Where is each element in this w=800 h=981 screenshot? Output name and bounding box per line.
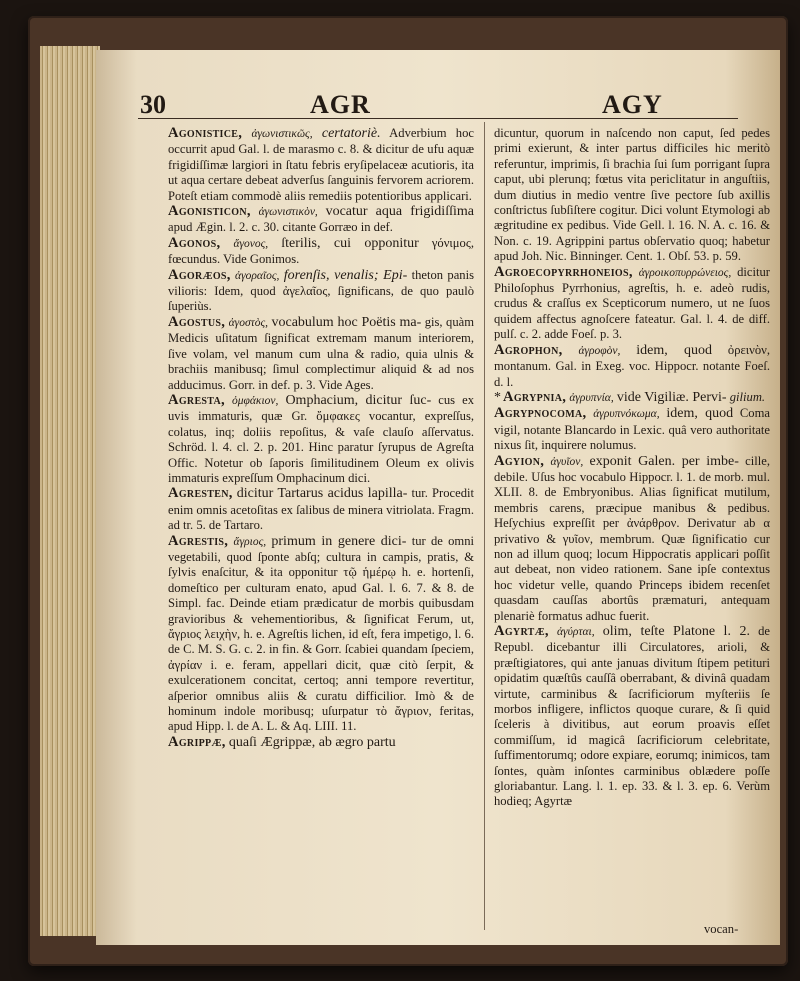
entry-headword: Agostus,: [168, 313, 226, 330]
entry: [168, 236, 474, 268]
entry-text: Adverbium hoc occurrit apud Gal. l. de marasmo c. 8. & dicitur de ufu aquæ frigidiſſimæ largiori in ſtatu febris eryſipelaceæ acutioris, ita ut aqua certare debeat adverſus ſanguinis fervorem acriorem. Poteſt etiam commodè aliis remediis potentioribus applicari.: [168, 126, 474, 203]
entry-text: dicuntur, quorum in naſcendo non caput, ſed pedes primi exierunt, & inter partus difficiles hic meritò referuntur, imprimis, ſi brachia ſui ſum porrigant ſupra caput, ubi plerunq; fœtus vita periclitatur in anguſtiis, dum diutius in medio ventre ſive pectore ſub axillis conſtrictus ſubſiſtere cogitur. Dici volunt Etymologi ab ægritudine ex pedibus. Vide Gell. l. 16. N. A. c. 16. & Non. c. 19. Agrippini partus obſervatio quoq; habetur apud Joh. Nic. Binninger. Cent. 1. Obſ. 53. p. 59.: [494, 126, 770, 264]
entry-lead: vide Vigiliæ. Pervi-: [616, 389, 727, 405]
entry-lead: idem, quod: [666, 406, 734, 422]
entry-greek: ἀγρυπνία,: [569, 391, 614, 404]
entry-greek: ἀγυῖον,: [550, 455, 584, 468]
entry-lead: exponit Galen. per imbe-: [589, 453, 739, 469]
entry-lead: olim, teſte Platone l. 2.: [602, 624, 750, 639]
entry-text: dicitur Philoſophus Pyrrhonius, agreſtis, h. e. adeò rudis, crudus & craſſus ex Scepticorum numero, ut ne ſuos quidem affectus agnoſcere fateatur. Gal. l. 4. de diff. pulſ. c. 2. adde Foeſ. p. 3.: [494, 264, 770, 342]
entry: [494, 454, 770, 624]
entry-text: de Republ. dicebantur illi Circulatores, arioli, & præſtigiatores, qui ante januas divitum ſtipem petituri opidatim quæſtûs cauſſâ oberrabant, & divinâ quadam virtute, carminibus & ſacrificiorum myſteriis ſe morbos infligere, inflictos quoque curare, & ſi quid ſceleris à divitibus, aut eorum proavis eſſet commiſſum, id magicâ ſacrificiorum celebritate, ſuffimentorumq; odore expiare, eorumq; inimicos, tam ſontes, quàm inſontes carminibus oblædere poſſe gloriabantur. Lang. l. 1. ep. 33. & l. 3. ep. 6. Verùm hodieq; Agyrtæ: [494, 624, 771, 809]
entry-lead: certatoriè.: [321, 126, 381, 141]
entry-greek: ἀγωνιστικῶς,: [251, 128, 313, 140]
asterisk-mark: *: [494, 389, 501, 405]
entry-lead: primum in genere dici-: [271, 533, 407, 549]
entry: [494, 343, 770, 390]
entry-greek: ἄγονος,: [233, 237, 269, 250]
entry: [168, 315, 474, 393]
page-edges: [40, 46, 100, 936]
entry-greek: ἀγοραῖος,: [235, 269, 280, 282]
entry-greek: ἄγριος,: [233, 535, 267, 548]
entry-headword: Agresten,: [168, 485, 233, 502]
entry-lead: ſterilis, cui opponitur: [281, 235, 419, 251]
entry: [168, 204, 474, 236]
entry-text: Coma vigil, notante Blancardo in Lexic. quâ vero authoritate nixus ſit, inquirere nolumus.: [494, 406, 770, 453]
entry-lead: forenſis, venalis; Epi-: [283, 267, 408, 283]
entry-greek: ἀγοστὸς,: [228, 316, 269, 329]
entry-headword: Agrypnia,: [503, 388, 567, 405]
column-divider: [484, 122, 485, 930]
book-page: [96, 50, 780, 945]
entry: [168, 486, 474, 533]
entry: [168, 126, 474, 204]
entry-text: gilium.: [729, 389, 766, 404]
entry: [494, 265, 770, 343]
entry-headword: Agonistice,: [168, 125, 243, 141]
entry-headword: Agyrtæ,: [494, 623, 549, 639]
entry-lead: idem, quod: [636, 342, 713, 358]
entry-text: γόνιμος, fœcundus. Vide Gonimos.: [168, 235, 474, 267]
entry-text: apud Ægin. l. 2. c. 30. citante Gorræo in def.: [168, 220, 393, 235]
entry-lead: vocabulum hoc Poëtis ma-: [271, 314, 422, 330]
entry: [494, 624, 770, 810]
left-column: [168, 126, 474, 751]
entry-text: cus ex uvis immaturis, quæ Gr. ὄμφακες vocantur, expreſſus, colatus, inq; doliis repoſitus, & vaſe clauſo aſſervatus. Schröd. l. 4. cl. 2. p. 201. Hinc paratur ſyrupus de Agreſta Offic. Notetur ob ſaporis ſimilitudinem Oleum ex olivis immaturis expreſſum Omphacinum dici.: [168, 392, 474, 485]
entry-headword: Agrippæ,: [168, 733, 226, 750]
entry-lead: Omphacium, dicitur ſuc-: [285, 392, 432, 408]
entry-text: theton panis vilioris: Idem, quod ἀγελαῖος, ſignificans, de quo paulò ſuperiùs.: [168, 267, 474, 314]
header-rule: [138, 118, 738, 119]
entry-text: cille, debile. Uſus hoc vocabulo Hippocr. l. 1. de morb. mul. XLII. 8. de Embryonibus. Alias ſignificat mutilum, membris carens, præcipue manibus & pedibus. Heſychius expreſſit per ἀνάρθρον. Derivatur ab α privativo & γυῖον, membrum. Quæ ſignificatio cur non ad illum quoq; locum Hippocratis applicari poſſit aut debeat, non video rationem. Sane ipſe contextus hoc videtur velle, quando Princeps ibidem recenſet quasdam cauſſas abortûs præmaturi, antequam plenariè formatus adhuc fuerit.: [494, 453, 770, 623]
entry: [494, 390, 770, 406]
entry-lead: dicitur Tartarus acidus lapilla-: [236, 486, 408, 502]
entry-headword: Agrestis,: [168, 532, 229, 549]
entry: [168, 268, 474, 315]
entry-headword: Agrophon,: [494, 341, 563, 358]
entry-lead: vocatur aqua frigidiſſima: [325, 204, 474, 220]
running-head: [96, 86, 780, 118]
entry-greek: ἀγρυπνόκωμα,: [593, 408, 660, 421]
entry-text: ὀρεινὸν, montanum. Gal. in Exeg. voc. Hippocr. notante Foeſ. d. l.: [494, 342, 770, 389]
entry-greek: ὀμφάκιον,: [232, 394, 279, 407]
page-number: 30: [140, 90, 166, 119]
entry-headword: Agroecopyrrhoneios,: [494, 263, 633, 280]
entry-headword: Agoræos,: [168, 266, 231, 283]
entry-text: gis, quàm Medicis uſitatum ſignificat extremam manum interiorem, ſive volam, vel manum cum ulna & radio, quia ulnis & brachiis manibusq; ſimul complectimur aliquid & ad nos adducimus. Gorr. in def. p. 3. Vide Ages.: [168, 314, 474, 392]
entry-headword: Agresta,: [168, 391, 225, 408]
entry-text: tur. Procedit enim omnis acetoſitas ex ſalibus de minera vitriolata. Fragm. ad tr. 5. de Tartaro.: [168, 486, 474, 533]
entry-headword: Agrypnocoma,: [494, 405, 587, 422]
entry-greek: ἀγύρται,: [557, 626, 595, 638]
entry: [494, 406, 770, 453]
entry-headword: Agyion,: [494, 452, 545, 469]
right-column: [494, 126, 770, 810]
entry: [494, 126, 770, 265]
right-guide-word: AGY: [602, 90, 663, 119]
entry-lead: quaſi Ægrippæ, ab ægro partu: [228, 734, 396, 750]
left-guide-word: AGR: [310, 90, 371, 119]
entry: [168, 534, 474, 735]
catchword: vocan-: [704, 922, 739, 936]
entry-text: tur de omni vegetabili, quod ſponte abſq; cultura in campis, pratis, & ſylvis enaſcitur, & ita opponitur τῷ ἡμέρῳ h. e. hortenſi, domeſtico per culturam enato, apud Gal. l. 6. 7. & 8. de Simpl. fac. Deinde etiam prædicatur de morbis quibusdam gravioribus & vehementioribus, & ſignificat Ferum, ut, ἄγριος λειχὴν, h. e. Agreſtis lichen, id eſt, fera impetigo, l. 6. de C. M. S. G. c. 2. in fin. & Gorr. ſcabiei quandam ſpeciem, ἀγρίαν i. e. feram, appellari dicit, quæ citò ſerpit, & exulcerationem concitat, certoq; anni tempore revertitur, aſperior omnibus aliis & curatu difficilior. Imò & de hominum indole moribusq; uſurpatur τὸ ἄγριον, feritas, apud Hipp. l. de A. L. & Aq. LIII. 11.: [168, 533, 475, 734]
entry-greek: ἀγροφὸν,: [578, 344, 621, 357]
entry: [168, 393, 474, 486]
entry-headword: Agonos,: [168, 234, 221, 251]
entry-headword: Agonisticon,: [168, 203, 251, 220]
entry: [168, 735, 474, 751]
entry-greek: ἀγωνιστικὸν,: [258, 206, 318, 219]
entry-greek: ἀγροικοπυρρώνειος,: [638, 266, 732, 279]
